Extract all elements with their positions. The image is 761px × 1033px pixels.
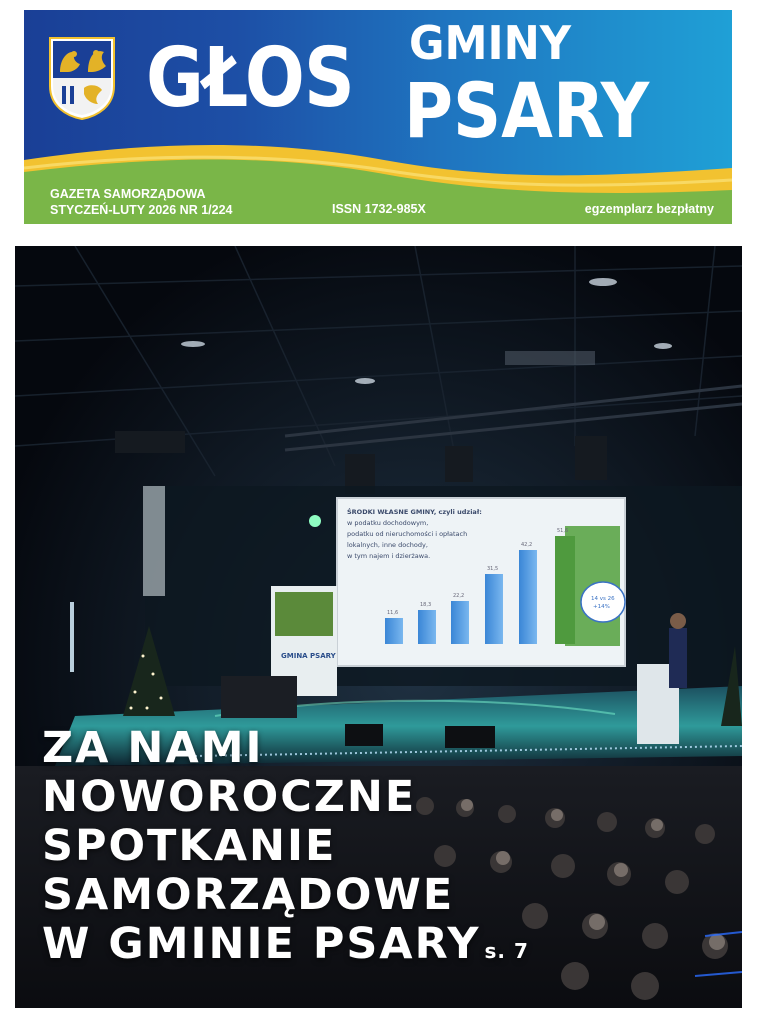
issue-info [50, 186, 232, 218]
page-reference[interactable]: s. 7 [484, 939, 529, 963]
headline-line: ZA NAMI [42, 723, 264, 773]
headline-line-last [42, 920, 529, 976]
screen-bar-label: 18,3 [420, 602, 432, 608]
screen-line: w tym najem i dzierżawa. [347, 552, 431, 560]
issue-date-number: STYCZEŃ-LUTY 2026 NR 1/224 [50, 203, 233, 217]
banner-text: GMINA PSARY [281, 652, 336, 660]
headline-line: SAMORZĄDOWE [42, 870, 455, 920]
screen-badge-text: 14 vs 26 [591, 596, 615, 602]
screen-bar-label: 31,5 [487, 566, 499, 572]
screen-line: podatku od nieruchomości i opłatach [347, 530, 468, 538]
masthead [24, 10, 732, 224]
cover-headline [42, 724, 529, 976]
screen-heading: ŚRODKI WŁASNE GMINY, czyli udział: [347, 508, 482, 516]
screen-bar-label: 51,6 [557, 528, 569, 534]
headline-line: SPOTKANIE [42, 821, 337, 871]
issn-label: ISSN 1732-985X [332, 202, 426, 216]
cover-photo [15, 246, 742, 1008]
free-copy-label: egzemplarz bezpłatny [584, 202, 714, 216]
screen-bar-label: 22,2 [453, 593, 465, 599]
title-glos: GŁOS [146, 31, 354, 126]
screen-bar-label: 11,6 [387, 610, 399, 616]
screen-bar-label: 42,2 [521, 542, 533, 548]
screen-line: w podatku dochodowym, [347, 519, 429, 527]
title-gminy: GMINY [409, 16, 572, 70]
headline-line: NOWOROCZNE [42, 772, 417, 822]
subtitle-gazette: GAZETA SAMORZĄDOWA [50, 187, 206, 201]
screen-line: lokalnych, inne dochody, [347, 541, 428, 549]
headline-line: W GMINIE PSARY [42, 919, 481, 969]
title-psary: PSARY [404, 66, 650, 155]
coat-of-arms-icon [48, 36, 116, 120]
screen-badge-text: +14% [593, 604, 610, 610]
